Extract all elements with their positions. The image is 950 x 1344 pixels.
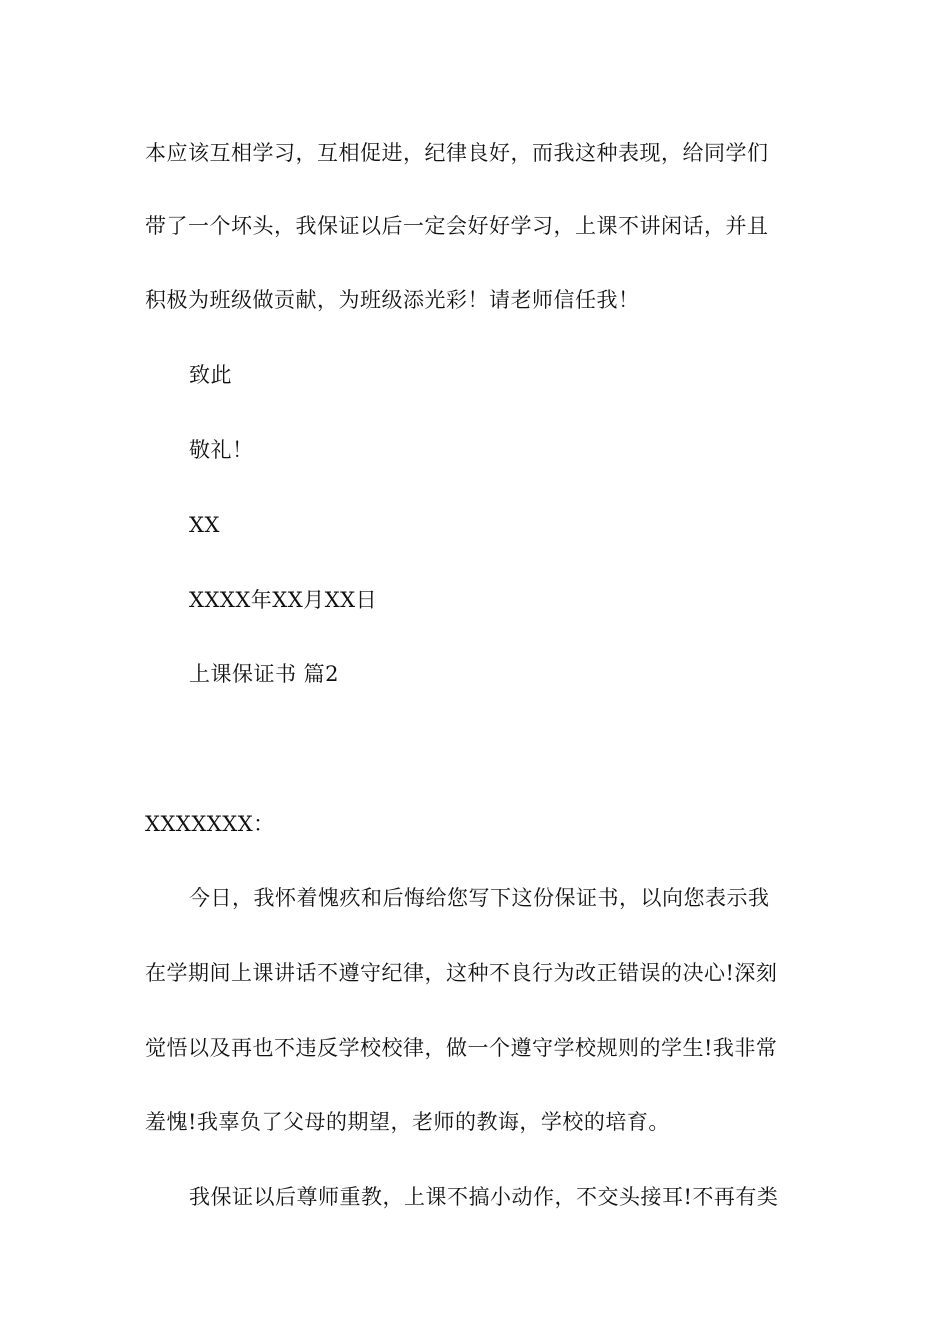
body-paragraph-line: 积极为班级做贡献，为班级添光彩！请老师信任我！ — [145, 288, 640, 312]
signature-date: XXXX年XX月XX日 — [189, 588, 378, 612]
salutation-respect: 敬礼！ — [189, 438, 254, 462]
body-paragraph-line: 我保证以后尊师重教，上课不搞小动作，不交头接耳!不再有类 — [189, 1185, 779, 1209]
body-paragraph-line: 带了一个坏头，我保证以后一定会好好学习，上课不讲闲话，并且 — [145, 214, 769, 238]
body-paragraph-line: 羞愧!我辜负了父母的期望，老师的教诲，学校的培育。 — [145, 1110, 670, 1134]
body-paragraph-line: 觉悟以及再也不违反学校校律，做一个遵守学校规则的学生!我非常 — [145, 1036, 778, 1060]
body-paragraph-line: 在学期间上课讲话不遵守纪律，这种不良行为改正错误的决心!深刻 — [145, 961, 778, 985]
body-paragraph-line: 今日，我怀着愧疚和后悔给您写下这份保证书，以向您表示我 — [189, 886, 770, 910]
closing-phrase: 致此 — [189, 363, 232, 387]
letter-recipient: XXXXXXX： — [145, 812, 275, 836]
section-heading: 上课保证书 篇2 — [189, 662, 340, 686]
signature-name: XX — [189, 513, 220, 537]
body-paragraph-line: 本应该互相学习，互相促进，纪律良好，而我这种表现，给同学们 — [145, 141, 769, 165]
